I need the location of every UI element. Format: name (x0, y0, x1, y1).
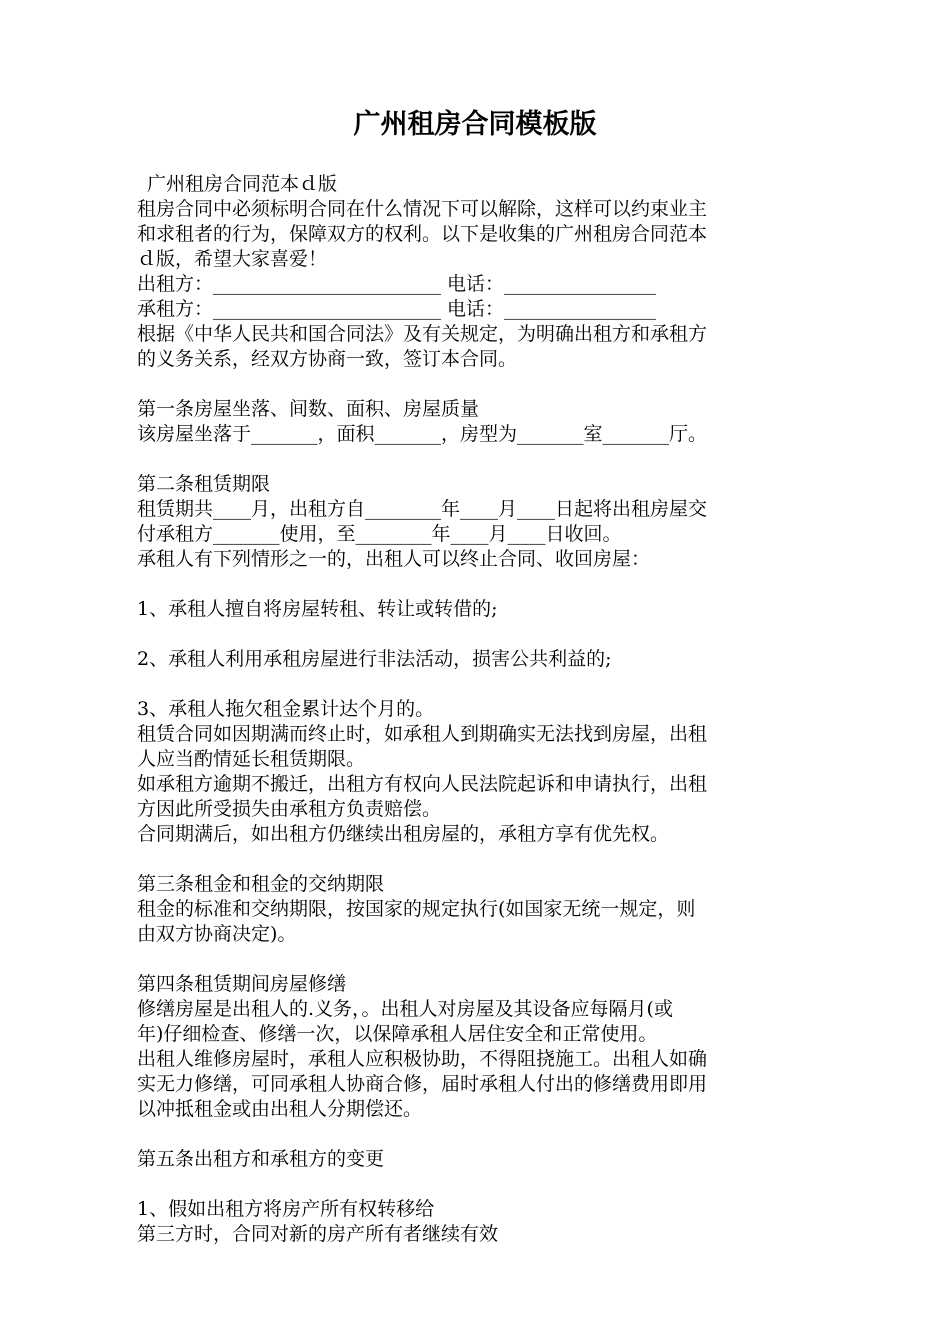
text-line: 出租人维修房屋时，承租人应积极协助，不得阻挠施工。出租人如确 (137, 1048, 708, 1070)
text-line: 出租方：________________________ 电话：________________ (137, 273, 657, 295)
document-title: 广州租房合同模板版 (353, 109, 597, 140)
text-line: 租房合同中必须标明合同在什么情况下可以解除，这样可以约束业主 (137, 198, 708, 220)
blank-line (137, 672, 817, 697)
blank-line (137, 372, 817, 397)
text-line: 该房屋坐落于_______，面积_______，房型为_______室_______厅。 (137, 423, 708, 445)
text-line: 第四条租赁期间房屋修缮 (137, 973, 347, 995)
blank-line (137, 622, 817, 647)
text-line: 第五条出租方和承租方的变更 (137, 1148, 385, 1170)
text-line: 和求租者的行为，保障双方的权利。以下是收集的广州租房合同范本 (137, 223, 708, 245)
text-line: 广州租房合同范本ｄ版 (147, 173, 338, 195)
blank-line (137, 947, 817, 972)
text-line: 合同期满后，如出租方仍继续出租房屋的，承租方享有优先权。 (137, 823, 670, 845)
text-line: 由双方协商决定)。 (137, 923, 297, 945)
text-line: 实无力修缮，可同承租人协商合修，届时承租人付出的修缮费用即用 (137, 1073, 708, 1095)
text-line: 第一条房屋坐落、间数、面积、房屋质量 (137, 398, 480, 420)
text-line: 第三方时，合同对新的房产所有者继续有效 (137, 1223, 499, 1245)
text-line: 第三条租金和租金的交纳期限 (137, 873, 385, 895)
text-line: 方因此所受损失由承租方负责赔偿。 (137, 798, 442, 820)
document-body (137, 172, 817, 1247)
text-line: 第二条租赁期限 (137, 473, 271, 495)
text-line: 根据《中华人民共和国合同法》及有关规定，为明确出租方和承租方 (137, 323, 708, 345)
blank-line (137, 572, 817, 597)
text-line: ｄ版，希望大家喜爱！ (137, 248, 328, 270)
blank-line (137, 847, 817, 872)
text-line: 年)仔细检查、修缮一次，以保障承租人居住安全和正常使用。 (137, 1023, 658, 1045)
text-line: 修缮房屋是出租人的.义务，。出租人对房屋及其设备应每隔月(或 (137, 998, 673, 1020)
text-line: 3、承租人拖欠租金累计达个月的。 (137, 698, 435, 720)
text-line: 付承租方_______使用，至________年____月____日收回。 (137, 523, 622, 545)
text-line: 1、假如出租方将房产所有权转移给 (137, 1198, 435, 1220)
text-line: 承租人有下列情形之一的，出租人可以终止合同、收回房屋： (137, 548, 651, 570)
text-line: 1、承租人擅自将房屋转租、转让或转借的; (137, 598, 498, 620)
text-line: 人应当酌情延长租赁期限。 (137, 748, 366, 770)
text-line: 租赁期共____月，出租方自________年____月____日起将出租房屋交 (137, 498, 708, 520)
blank-line (137, 1122, 817, 1147)
text-line: 以冲抵租金或由出租人分期偿还。 (137, 1098, 423, 1120)
text-line: 如承租方逾期不搬迁，出租方有权向人民法院起诉和申请执行，出租 (137, 773, 708, 795)
text-line: 租赁合同如因期满而终止时，如承租人到期确实无法找到房屋，出租 (137, 723, 708, 745)
text-line: 租金的标准和交纳期限，按国家的规定执行(如国家无统一规定，则 (137, 898, 696, 920)
text-line: 的义务关系，经双方协商一致，签订本合同。 (137, 348, 518, 370)
text-line: 承租方：________________________ 电话：________________ (137, 298, 657, 320)
blank-line (137, 447, 817, 472)
text-line: 2、承租人利用承租房屋进行非法活动，损害公共利益的; (137, 648, 612, 670)
blank-line (137, 1172, 817, 1197)
